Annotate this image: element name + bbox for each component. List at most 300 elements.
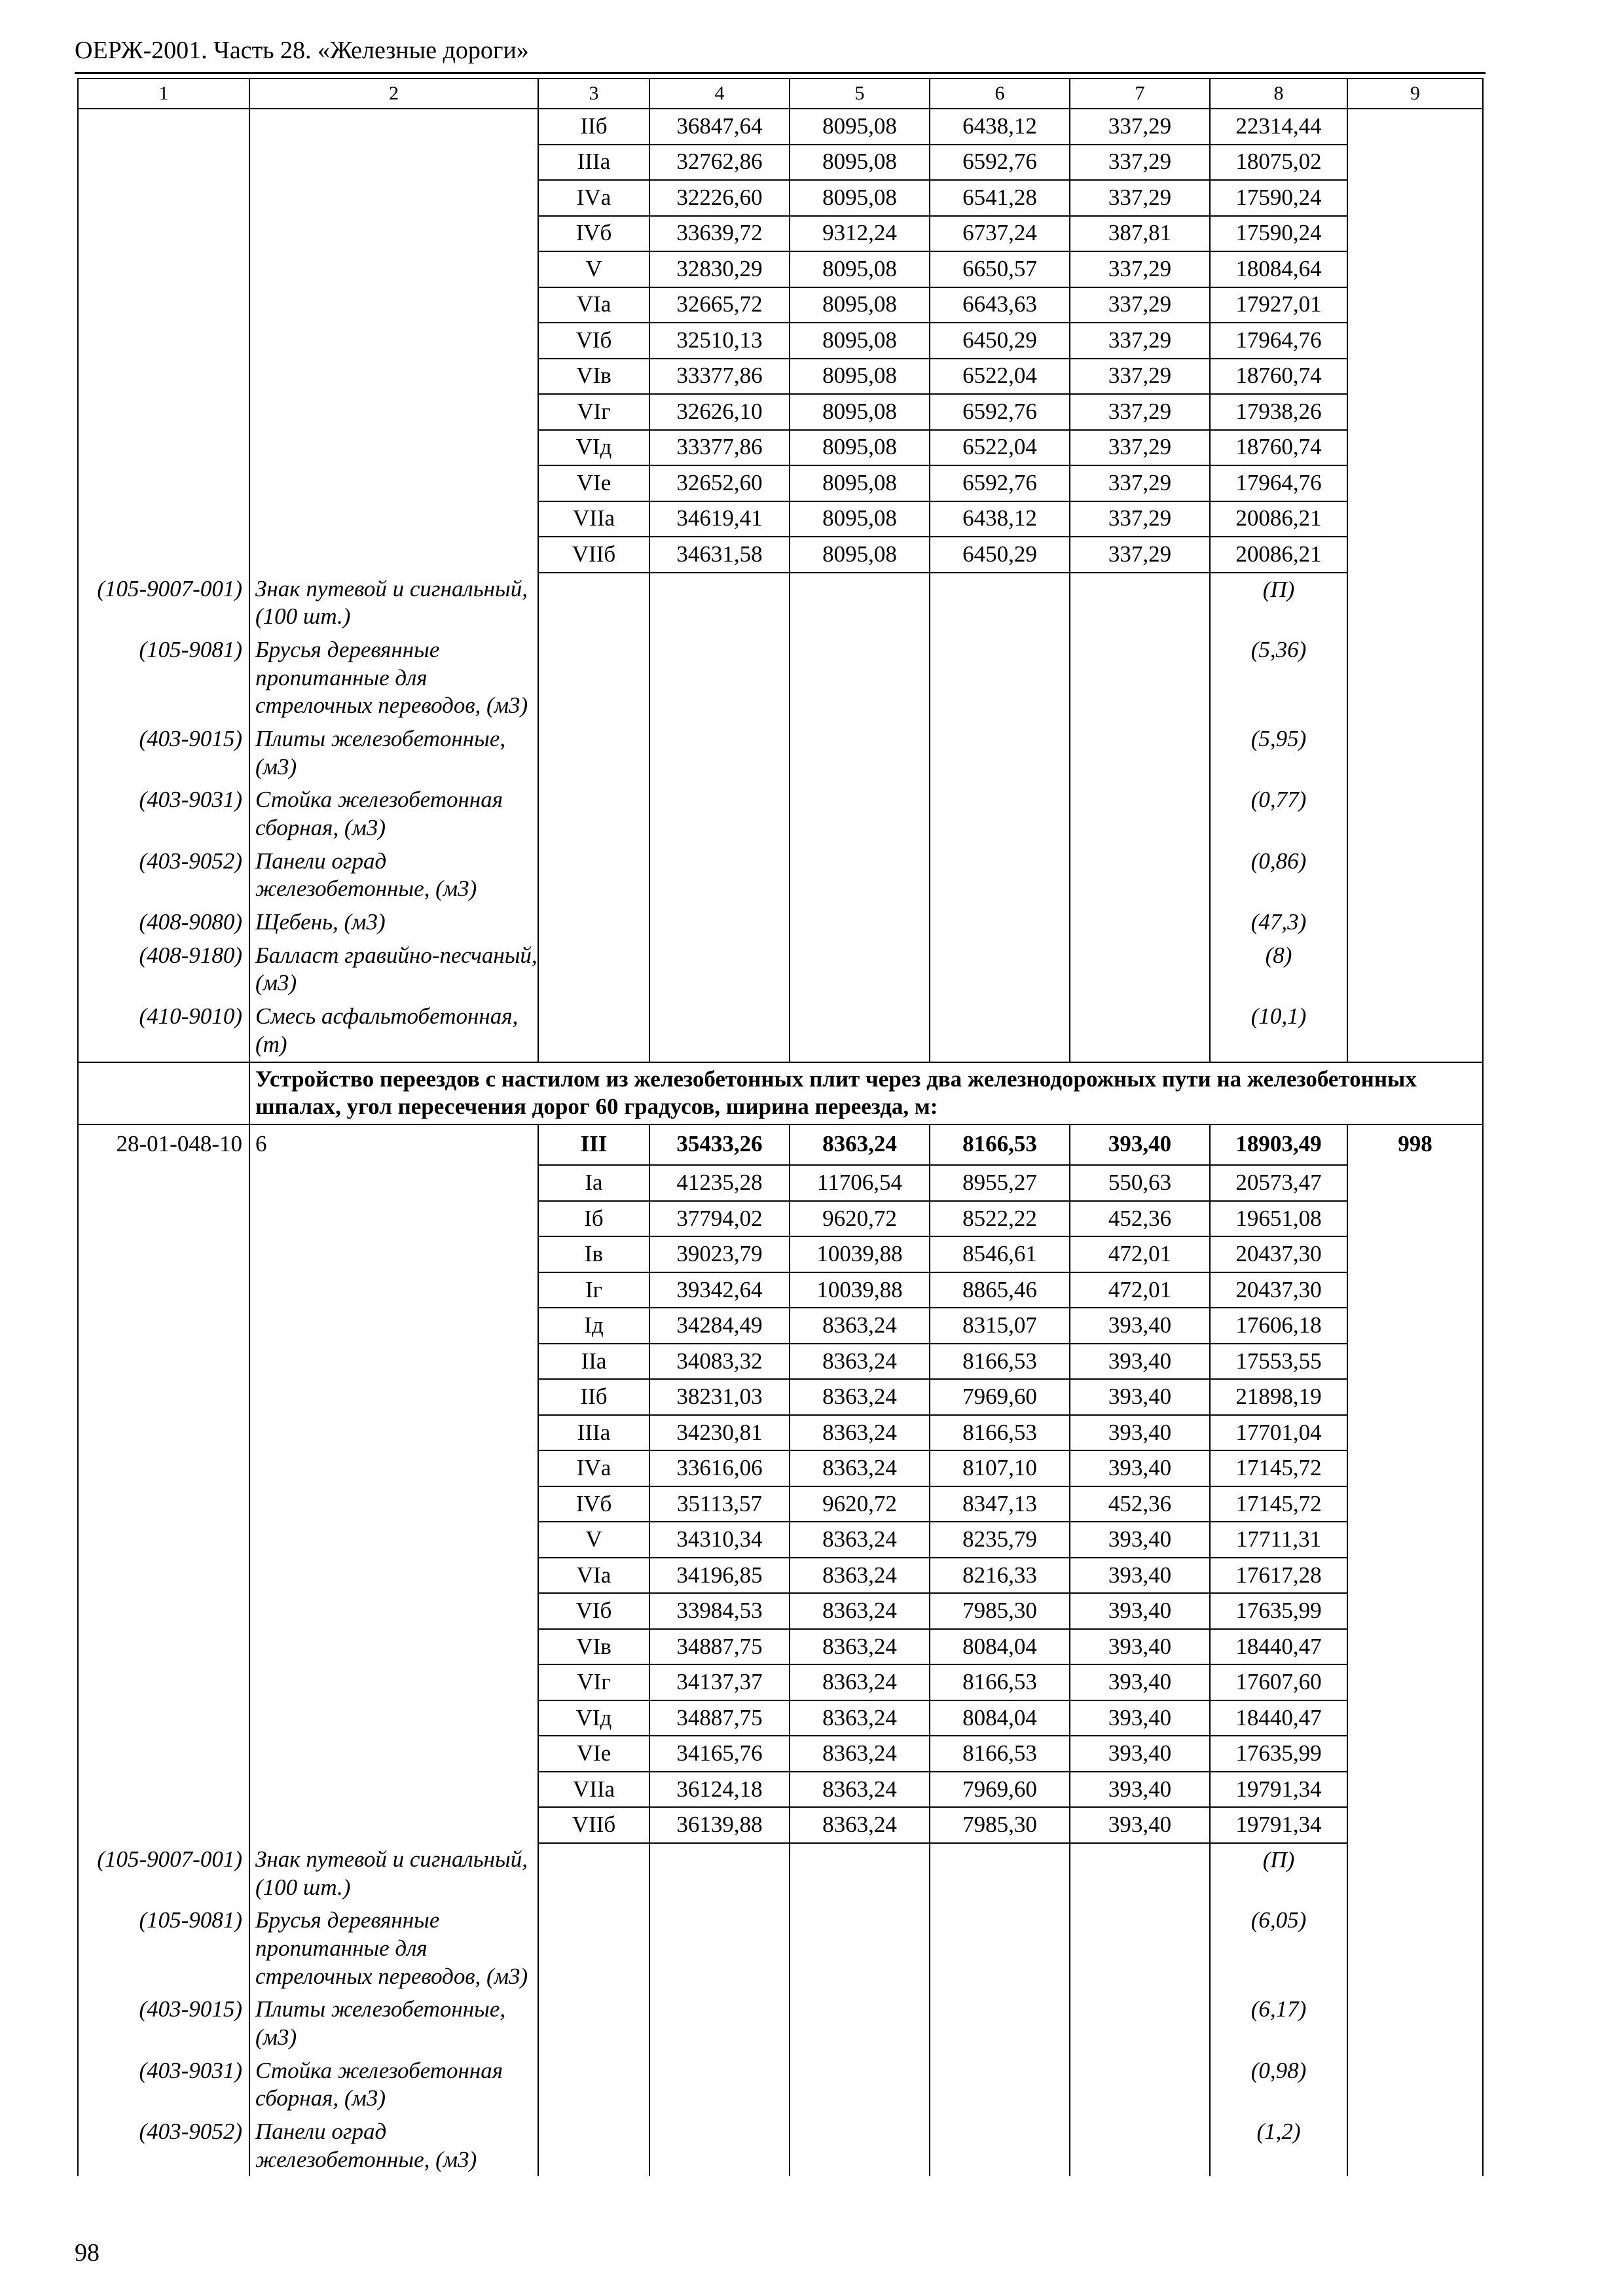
- material-code: (410-9010): [78, 1000, 249, 1062]
- code-cell: [78, 1807, 249, 1843]
- value-cell: 393,40: [1070, 1807, 1210, 1843]
- table-row: [78, 465, 1483, 501]
- empty-cell: [538, 783, 649, 844]
- value-cell: 8363,24: [790, 1700, 930, 1736]
- empty-cell: [790, 634, 930, 723]
- material-row: [78, 845, 1483, 906]
- empty-cell: [538, 1904, 649, 1993]
- code-cell: [78, 1344, 249, 1380]
- code-cell: [78, 1450, 249, 1486]
- name-cell: [249, 359, 538, 395]
- table-row: [78, 1664, 1483, 1700]
- value-cell: 472,01: [1070, 1272, 1210, 1308]
- value-cell: 8347,13: [930, 1486, 1070, 1522]
- material-name: Знак путевой и сигнальный, (100 шт.): [249, 573, 538, 634]
- table-row: [78, 323, 1483, 359]
- material-value: (6,05): [1210, 1904, 1347, 1993]
- code-cell: [78, 537, 249, 573]
- value-cell: 32626,10: [649, 394, 790, 430]
- table-body-part-a: [78, 109, 1483, 1062]
- value-cell: 18440,47: [1210, 1700, 1347, 1736]
- material-name: Плиты железобетонные, (м3): [249, 723, 538, 783]
- material-row: [78, 1000, 1483, 1062]
- material-value: (6,17): [1210, 1993, 1347, 2054]
- value-cell: 17927,01: [1210, 287, 1347, 323]
- empty-cell: [649, 723, 790, 783]
- table-row: [78, 1558, 1483, 1594]
- zone-cell: VIа: [538, 287, 649, 323]
- zone-cell: VIв: [538, 1629, 649, 1665]
- table-row: [78, 145, 1483, 181]
- material-code: (105-9007-001): [78, 1843, 249, 1904]
- value-cell: 6522,04: [930, 430, 1070, 466]
- material-row: [78, 906, 1483, 939]
- table-row: [78, 1415, 1483, 1451]
- col9-cell: [1347, 359, 1483, 395]
- value-cell: 393,40: [1070, 1415, 1210, 1451]
- col9-cell: [1347, 1308, 1483, 1344]
- value-cell: 19651,08: [1210, 1201, 1347, 1237]
- section-header: [78, 1062, 1483, 1124]
- name-cell: [249, 1736, 538, 1772]
- zone-cell: IVа: [538, 180, 649, 216]
- material-code: (403-9015): [78, 1993, 249, 2054]
- value-cell: 7969,60: [930, 1772, 1070, 1808]
- table-row: [78, 180, 1483, 216]
- code-cell: [78, 1772, 249, 1808]
- empty-cell: [1070, 783, 1210, 844]
- col9-cell: [1347, 394, 1483, 430]
- value-cell: 37794,02: [649, 1201, 790, 1237]
- value-cell: 9620,72: [790, 1201, 930, 1237]
- empty-cell: [649, 1000, 790, 1062]
- empty-cell: [1070, 939, 1210, 1000]
- value-cell: 7985,30: [930, 1593, 1070, 1629]
- value-cell: 33616,06: [649, 1450, 790, 1486]
- value-cell: 20573,47: [1210, 1165, 1347, 1201]
- value-cell: 32830,29: [649, 251, 790, 287]
- code-cell: [78, 501, 249, 537]
- col9-cell: [1347, 1664, 1483, 1700]
- value-cell: 337,29: [1070, 465, 1210, 501]
- name-cell: [249, 465, 538, 501]
- value-cell: 18903,49: [1210, 1124, 1347, 1166]
- col9-cell: [1347, 1629, 1483, 1665]
- value-cell: 17617,28: [1210, 1558, 1347, 1594]
- value-cell: 10039,88: [790, 1236, 930, 1272]
- empty-cell: [1347, 939, 1483, 1000]
- code-cell: [78, 359, 249, 395]
- value-cell: 17711,31: [1210, 1522, 1347, 1558]
- empty-cell: [1347, 845, 1483, 906]
- value-cell: 34310,34: [649, 1522, 790, 1558]
- column-header: 9: [1347, 79, 1483, 109]
- empty-cell: [790, 783, 930, 844]
- empty-cell: [1347, 634, 1483, 723]
- value-cell: 34887,75: [649, 1629, 790, 1665]
- name-cell: [249, 1772, 538, 1808]
- code-cell: [78, 1201, 249, 1237]
- value-cell: 8166,53: [930, 1664, 1070, 1700]
- value-cell: 8107,10: [930, 1450, 1070, 1486]
- empty-cell: [649, 2115, 790, 2176]
- name-cell: [249, 1272, 538, 1308]
- empty-cell: [1070, 2115, 1210, 2176]
- code-cell: [78, 109, 249, 145]
- zone-cell: IIIа: [538, 145, 649, 181]
- value-cell: 17145,72: [1210, 1486, 1347, 1522]
- value-cell: 17964,76: [1210, 465, 1347, 501]
- material-row: [78, 573, 1483, 634]
- value-cell: 6737,24: [930, 216, 1070, 252]
- value-cell: 17606,18: [1210, 1308, 1347, 1344]
- rates-table: [77, 78, 1484, 2176]
- empty-cell: [538, 1843, 649, 1904]
- table-row: [78, 1124, 1483, 1166]
- material-code: (403-9031): [78, 2054, 249, 2115]
- value-cell: 8166,53: [930, 1736, 1070, 1772]
- name-cell: [249, 251, 538, 287]
- empty-cell: [930, 723, 1070, 783]
- zone-cell: VIе: [538, 1736, 649, 1772]
- value-cell: 41235,28: [649, 1165, 790, 1201]
- empty-cell: [790, 845, 930, 906]
- material-value: (0,77): [1210, 783, 1347, 844]
- name-cell: [249, 1522, 538, 1558]
- value-cell: 8546,61: [930, 1236, 1070, 1272]
- empty-cell: [649, 939, 790, 1000]
- value-cell: 8095,08: [790, 501, 930, 537]
- table-row: [78, 251, 1483, 287]
- zone-cell: VIIа: [538, 1772, 649, 1808]
- value-cell: 38231,03: [649, 1379, 790, 1415]
- col9-cell: [1347, 1379, 1483, 1415]
- zone-cell: VIа: [538, 1558, 649, 1594]
- value-cell: 36139,88: [649, 1807, 790, 1843]
- empty-cell: [538, 634, 649, 723]
- code-cell: [78, 1165, 249, 1201]
- value-cell: 34165,76: [649, 1736, 790, 1772]
- value-cell: 8363,24: [790, 1736, 930, 1772]
- table-row: [78, 1522, 1483, 1558]
- value-cell: 8363,24: [790, 1379, 930, 1415]
- value-cell: 8095,08: [790, 394, 930, 430]
- table-row: [78, 1308, 1483, 1344]
- material-value: (П): [1210, 1843, 1347, 1904]
- value-cell: 8363,24: [790, 1629, 930, 1665]
- value-cell: 32665,72: [649, 287, 790, 323]
- empty-cell: [790, 939, 930, 1000]
- empty-cell: [1070, 906, 1210, 939]
- material-value: (47,3): [1210, 906, 1347, 939]
- material-name: Стойка железобетонная сборная, (м3): [249, 2054, 538, 2115]
- code-cell: [78, 1379, 249, 1415]
- name-cell: 6: [249, 1124, 538, 1166]
- value-cell: 337,29: [1070, 501, 1210, 537]
- name-cell: [249, 1415, 538, 1451]
- empty-cell: [538, 906, 649, 939]
- value-cell: 6450,29: [930, 537, 1070, 573]
- empty-cell: [930, 1993, 1070, 2054]
- table-row: [78, 1700, 1483, 1736]
- section-title-row: [78, 1062, 1483, 1124]
- code-cell: [78, 1664, 249, 1700]
- empty-cell: [930, 2054, 1070, 2115]
- empty-cell: [1070, 1843, 1210, 1904]
- empty-cell: [649, 845, 790, 906]
- zone-cell: IIа: [538, 1344, 649, 1380]
- value-cell: 472,01: [1070, 1236, 1210, 1272]
- value-cell: 34619,41: [649, 501, 790, 537]
- name-cell: [249, 180, 538, 216]
- name-cell: [249, 430, 538, 466]
- table-row: [78, 1736, 1483, 1772]
- column-header: 8: [1210, 79, 1347, 109]
- value-cell: 35113,57: [649, 1486, 790, 1522]
- col9-cell: [1347, 1450, 1483, 1486]
- empty-cell: [1070, 845, 1210, 906]
- empty-cell: [1070, 2054, 1210, 2115]
- name-cell: [249, 323, 538, 359]
- empty-cell: [930, 939, 1070, 1000]
- table-row: [78, 359, 1483, 395]
- zone-cell: VIд: [538, 430, 649, 466]
- column-header: 7: [1070, 79, 1210, 109]
- value-cell: 8216,33: [930, 1558, 1070, 1594]
- value-cell: 8363,24: [790, 1593, 930, 1629]
- zone-cell: VIе: [538, 465, 649, 501]
- empty-cell: [930, 1843, 1070, 1904]
- value-cell: 393,40: [1070, 1700, 1210, 1736]
- col9-cell: [1347, 1807, 1483, 1843]
- empty-cell: [1070, 723, 1210, 783]
- value-cell: 7985,30: [930, 1807, 1070, 1843]
- col9-cell: [1347, 1344, 1483, 1380]
- material-value: (0,86): [1210, 845, 1347, 906]
- material-row: [78, 723, 1483, 783]
- code-cell: [78, 1308, 249, 1344]
- value-cell: 6592,76: [930, 145, 1070, 181]
- col9-cell: [1347, 1558, 1483, 1594]
- code-cell: [78, 1558, 249, 1594]
- value-cell: 21898,19: [1210, 1379, 1347, 1415]
- value-cell: 17145,72: [1210, 1450, 1347, 1486]
- col9-cell: [1347, 430, 1483, 466]
- table-row: [78, 1807, 1483, 1843]
- col9-cell: [1347, 1593, 1483, 1629]
- empty-cell: [1347, 2115, 1483, 2176]
- empty-cell: [790, 573, 930, 634]
- value-cell: 34284,49: [649, 1308, 790, 1344]
- col9-cell: [1347, 1772, 1483, 1808]
- table-row: [78, 501, 1483, 537]
- value-cell: 337,29: [1070, 537, 1210, 573]
- column-header: 4: [649, 79, 790, 109]
- name-cell: [249, 1379, 538, 1415]
- value-cell: 18760,74: [1210, 430, 1347, 466]
- material-row: [78, 1843, 1483, 1904]
- value-cell: 8363,24: [790, 1450, 930, 1486]
- value-cell: 6643,63: [930, 287, 1070, 323]
- code-cell: [78, 430, 249, 466]
- empty-cell: [930, 906, 1070, 939]
- value-cell: 9620,72: [790, 1486, 930, 1522]
- value-cell: 36847,64: [649, 109, 790, 145]
- empty-cell: [538, 723, 649, 783]
- column-header: 2: [249, 79, 538, 109]
- empty-cell: [1347, 723, 1483, 783]
- value-cell: 6450,29: [930, 323, 1070, 359]
- name-cell: [249, 1807, 538, 1843]
- zone-cell: IIб: [538, 1379, 649, 1415]
- col9-cell: [1347, 1736, 1483, 1772]
- section-blank: [78, 1062, 249, 1124]
- zone-cell: VIб: [538, 1593, 649, 1629]
- zone-cell: VIг: [538, 1664, 649, 1700]
- name-cell: [249, 287, 538, 323]
- page-number: 98: [75, 2239, 100, 2267]
- value-cell: 8166,53: [930, 1415, 1070, 1451]
- column-header: 6: [930, 79, 1070, 109]
- name-cell: [249, 1344, 538, 1380]
- empty-cell: [790, 1993, 930, 2054]
- empty-cell: [1070, 634, 1210, 723]
- table-row: [78, 1593, 1483, 1629]
- section-title: Устройство переездов с настилом из железобетонных плит через два железнодорожных пути на железобетонных шпалах, угол пересечения дорог 60 градусов, ширина переезда, м:: [249, 1062, 1483, 1124]
- value-cell: 8865,46: [930, 1272, 1070, 1308]
- empty-cell: [538, 2054, 649, 2115]
- col9-cell: [1347, 1415, 1483, 1451]
- col9-cell: [1347, 216, 1483, 252]
- value-cell: 393,40: [1070, 1379, 1210, 1415]
- value-cell: 337,29: [1070, 394, 1210, 430]
- code-cell: [78, 216, 249, 252]
- value-cell: 337,29: [1070, 109, 1210, 145]
- empty-cell: [538, 939, 649, 1000]
- name-cell: [249, 109, 538, 145]
- header-rule: [75, 72, 1486, 74]
- value-cell: 17607,60: [1210, 1664, 1347, 1700]
- table-row: [78, 1272, 1483, 1308]
- code-cell: [78, 1700, 249, 1736]
- material-code: (408-9180): [78, 939, 249, 1000]
- code-cell: 28-01-048-10: [78, 1124, 249, 1166]
- col9-cell: [1347, 465, 1483, 501]
- empty-cell: [930, 1904, 1070, 1993]
- empty-cell: [1347, 783, 1483, 844]
- material-row: [78, 783, 1483, 844]
- code-cell: [78, 251, 249, 287]
- empty-cell: [790, 1904, 930, 1993]
- value-cell: 18075,02: [1210, 145, 1347, 181]
- value-cell: 32762,86: [649, 145, 790, 181]
- empty-cell: [538, 2115, 649, 2176]
- value-cell: 34137,37: [649, 1664, 790, 1700]
- value-cell: 393,40: [1070, 1522, 1210, 1558]
- value-cell: 6438,12: [930, 109, 1070, 145]
- zone-cell: Iв: [538, 1236, 649, 1272]
- value-cell: 6592,76: [930, 394, 1070, 430]
- value-cell: 452,36: [1070, 1201, 1210, 1237]
- value-cell: 8084,04: [930, 1629, 1070, 1665]
- col9-cell: [1347, 1165, 1483, 1201]
- zone-cell: Iг: [538, 1272, 649, 1308]
- value-cell: 20086,21: [1210, 501, 1347, 537]
- value-cell: 8095,08: [790, 180, 930, 216]
- empty-cell: [790, 2054, 930, 2115]
- material-code: (403-9052): [78, 845, 249, 906]
- value-cell: 337,29: [1070, 323, 1210, 359]
- value-cell: 8363,24: [790, 1558, 930, 1594]
- table-row: [78, 1165, 1483, 1201]
- empty-cell: [1070, 1993, 1210, 2054]
- value-cell: 33984,53: [649, 1593, 790, 1629]
- material-value: (П): [1210, 573, 1347, 634]
- zone-cell: Iб: [538, 1201, 649, 1237]
- value-cell: 18440,47: [1210, 1629, 1347, 1665]
- zone-cell: VIг: [538, 394, 649, 430]
- empty-cell: [930, 845, 1070, 906]
- empty-cell: [930, 783, 1070, 844]
- value-cell: 11706,54: [790, 1165, 930, 1201]
- value-cell: 393,40: [1070, 1664, 1210, 1700]
- zone-cell: V: [538, 1522, 649, 1558]
- empty-cell: [790, 1843, 930, 1904]
- value-cell: 20437,30: [1210, 1236, 1347, 1272]
- value-cell: 20086,21: [1210, 537, 1347, 573]
- material-row: [78, 1904, 1483, 1993]
- code-cell: [78, 145, 249, 181]
- table-row: [78, 216, 1483, 252]
- empty-cell: [649, 906, 790, 939]
- table-row: [78, 1379, 1483, 1415]
- value-cell: 337,29: [1070, 359, 1210, 395]
- empty-cell: [930, 1000, 1070, 1062]
- material-row: [78, 2054, 1483, 2115]
- empty-cell: [538, 573, 649, 634]
- table-row: [78, 1629, 1483, 1665]
- material-name: Брусья деревянные пропитанные для стрелочных переводов, (м3): [249, 1904, 538, 1993]
- table-row: [78, 1236, 1483, 1272]
- value-cell: 35433,26: [649, 1124, 790, 1166]
- col9-cell: [1347, 1700, 1483, 1736]
- zone-cell: VIб: [538, 323, 649, 359]
- code-cell: [78, 1629, 249, 1665]
- value-cell: 32510,13: [649, 323, 790, 359]
- value-cell: 8084,04: [930, 1700, 1070, 1736]
- material-code: (403-9052): [78, 2115, 249, 2176]
- name-cell: [249, 501, 538, 537]
- value-cell: 9312,24: [790, 216, 930, 252]
- value-cell: 337,29: [1070, 430, 1210, 466]
- value-cell: 393,40: [1070, 1629, 1210, 1665]
- empty-cell: [649, 573, 790, 634]
- value-cell: 18084,64: [1210, 251, 1347, 287]
- value-cell: 8363,24: [790, 1522, 930, 1558]
- name-cell: [249, 1308, 538, 1344]
- column-header: 3: [538, 79, 649, 109]
- value-cell: 393,40: [1070, 1450, 1210, 1486]
- empty-cell: [790, 723, 930, 783]
- value-cell: 17590,24: [1210, 216, 1347, 252]
- zone-cell: VIIа: [538, 501, 649, 537]
- value-cell: 8095,08: [790, 109, 930, 145]
- zone-cell: IVб: [538, 216, 649, 252]
- col9-cell: [1347, 1522, 1483, 1558]
- value-cell: 39023,79: [649, 1236, 790, 1272]
- value-cell: 393,40: [1070, 1772, 1210, 1808]
- zone-cell: IIIа: [538, 1415, 649, 1451]
